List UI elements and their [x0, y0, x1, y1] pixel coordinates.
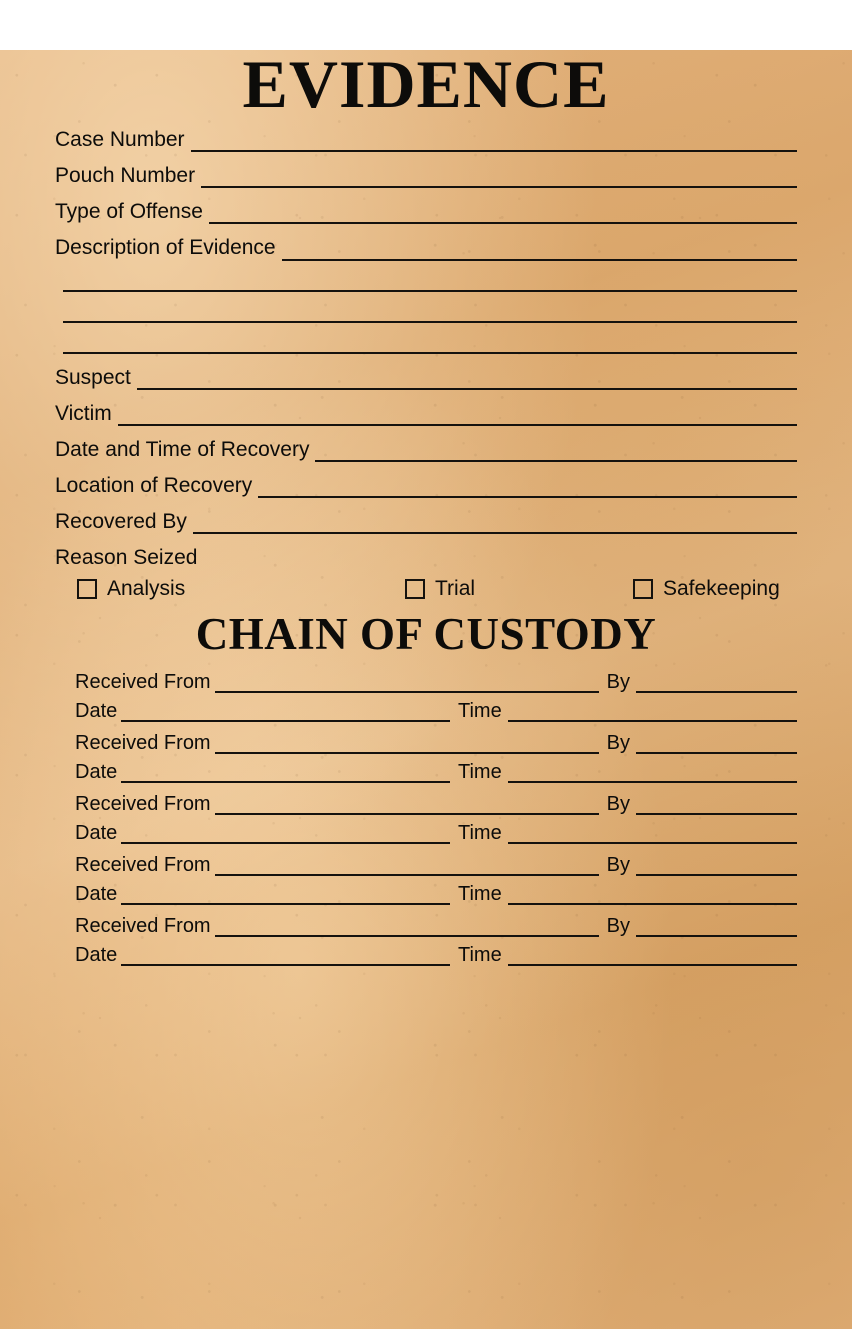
- time-input[interactable]: [508, 706, 797, 722]
- field-label: Victim: [55, 401, 112, 425]
- custody-entry: [75, 915, 797, 966]
- custody-received-line: [75, 854, 797, 876]
- field-date-time-recovery: [55, 438, 797, 462]
- chain-of-custody-title: CHAIN OF CUSTODY: [195, 609, 657, 660]
- custody-date-line: [75, 700, 797, 722]
- field-label: Case Number: [55, 128, 185, 151]
- checkbox-label: Analysis: [107, 577, 186, 601]
- time-label: Time: [458, 700, 502, 723]
- field-label: Location of Recovery: [55, 473, 253, 497]
- checkbox-icon[interactable]: [77, 579, 97, 599]
- time-input[interactable]: [508, 767, 797, 783]
- field-type-of-offense: [55, 200, 797, 224]
- by-input[interactable]: [636, 799, 797, 815]
- by-label: By: [606, 671, 630, 694]
- by-input[interactable]: [636, 921, 797, 937]
- description-blank-line-3: [55, 335, 797, 354]
- custody-entry: [75, 732, 797, 783]
- page-title: EVIDENCE: [242, 46, 610, 122]
- form-content: [0, 46, 852, 967]
- date-label: Date: [75, 700, 118, 723]
- description-extra-input[interactable]: [63, 335, 797, 354]
- field-pouch-number: [55, 164, 797, 188]
- date-input[interactable]: [121, 828, 450, 844]
- time-input[interactable]: [508, 828, 797, 844]
- by-label: By: [606, 915, 630, 938]
- time-input[interactable]: [508, 950, 797, 966]
- by-input[interactable]: [636, 677, 797, 693]
- custody-entry: [75, 671, 797, 722]
- received-from-label: Received From: [75, 732, 211, 755]
- custody-date-line: [75, 761, 797, 783]
- checkbox-option-trial[interactable]: [405, 577, 475, 601]
- description-extra-input[interactable]: [63, 304, 797, 323]
- date-label: Date: [75, 761, 118, 784]
- chain-of-custody-table: [55, 671, 797, 966]
- time-label: Time: [458, 822, 502, 845]
- field-recovered-by: [55, 510, 797, 534]
- received-from-label: Received From: [75, 793, 211, 816]
- time-input[interactable]: [508, 889, 797, 905]
- received-from-input[interactable]: [215, 677, 599, 693]
- checkbox-option-analysis[interactable]: [77, 577, 185, 601]
- case-number-input[interactable]: [191, 135, 797, 152]
- field-case-number: [55, 128, 797, 152]
- date-input[interactable]: [121, 950, 450, 966]
- date-label: Date: [75, 883, 118, 906]
- field-label: Description of Evidence: [55, 236, 276, 260]
- time-label: Time: [458, 944, 502, 967]
- reason-seized-label: Reason Seized: [55, 546, 198, 570]
- checkbox-icon[interactable]: [405, 579, 425, 599]
- by-label: By: [606, 732, 630, 755]
- field-victim: [55, 402, 797, 426]
- custody-received-line: [75, 732, 797, 754]
- date-label: Date: [75, 822, 118, 845]
- custody-received-line: [75, 793, 797, 815]
- location-of-recovery-input[interactable]: [258, 481, 797, 498]
- pouch-number-input[interactable]: [201, 171, 797, 188]
- reason-seized-options: [55, 572, 797, 606]
- field-label: Pouch Number: [55, 164, 196, 188]
- checkbox-label: Safekeeping: [663, 577, 780, 601]
- evidence-envelope-form: [0, 46, 852, 1329]
- received-from-input[interactable]: [215, 738, 599, 754]
- field-suspect: [55, 366, 797, 390]
- custody-entry: [75, 793, 797, 844]
- received-from-input[interactable]: [215, 799, 599, 815]
- time-label: Time: [458, 761, 502, 784]
- received-from-input[interactable]: [215, 860, 599, 876]
- date-input[interactable]: [121, 889, 450, 905]
- checkbox-icon[interactable]: [633, 579, 653, 599]
- date-input[interactable]: [121, 767, 450, 783]
- date-time-recovery-input[interactable]: [315, 445, 797, 462]
- description-blank-line-1: [55, 273, 797, 292]
- by-label: By: [606, 854, 630, 877]
- received-from-label: Received From: [75, 854, 211, 877]
- description-blank-line-2: [55, 304, 797, 323]
- by-input[interactable]: [636, 860, 797, 876]
- date-input[interactable]: [121, 706, 450, 722]
- description-extra-input[interactable]: [63, 273, 797, 292]
- received-from-label: Received From: [75, 915, 211, 938]
- by-label: By: [606, 793, 630, 816]
- checkbox-label: Trial: [435, 577, 476, 601]
- field-label: Type of Offense: [55, 200, 203, 224]
- field-label: Recovered By: [55, 510, 187, 534]
- description-of-evidence-input[interactable]: [282, 244, 797, 261]
- custody-date-line: [75, 883, 797, 905]
- custody-date-line: [75, 944, 797, 966]
- recovered-by-input[interactable]: [193, 517, 797, 534]
- received-from-input[interactable]: [215, 921, 599, 937]
- custody-entry: [75, 854, 797, 905]
- field-label: Suspect: [55, 365, 131, 389]
- custody-received-line: [75, 915, 797, 937]
- checkbox-option-safekeeping[interactable]: [633, 577, 780, 601]
- custody-received-line: [75, 671, 797, 693]
- date-label: Date: [75, 944, 118, 967]
- victim-input[interactable]: [118, 409, 797, 426]
- field-location-of-recovery: [55, 474, 797, 498]
- by-input[interactable]: [636, 738, 797, 754]
- time-label: Time: [458, 883, 502, 906]
- custody-date-line: [75, 822, 797, 844]
- field-label: Date and Time of Recovery: [55, 437, 310, 461]
- type-of-offense-input[interactable]: [209, 207, 797, 224]
- field-description-of-evidence: [55, 236, 797, 260]
- suspect-input[interactable]: [137, 373, 797, 390]
- received-from-label: Received From: [75, 671, 211, 694]
